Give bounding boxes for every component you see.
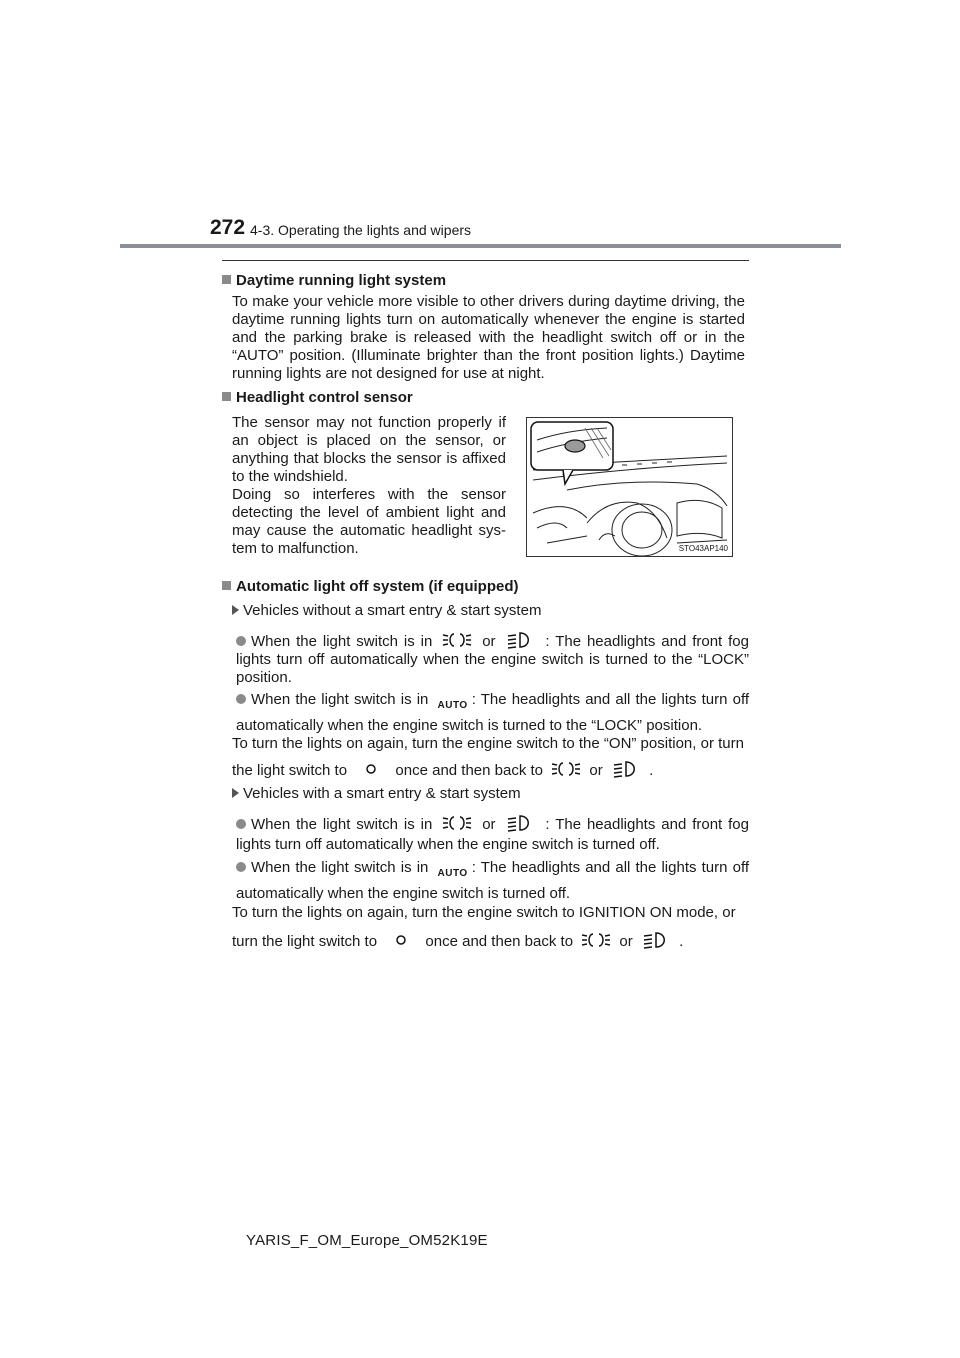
round-bullet-icon [236,819,246,829]
figure-code: STO43AP140 [678,544,728,553]
drl-title: Daytime running light system [236,272,447,289]
with-smart-bullet-1: When the light switch is in or : The headlights and front fog lights turn off automatically when the engine switch is turned off. [236,813,749,855]
auto-off-heading [222,578,519,596]
sensor-callout [531,422,613,484]
drl-body: To make your vehicle more visible to other drivers during daytime driving, the daytime running lights turn on automatically whenever the engine is started and the parking brake is released with the headlight switch off or in the “AUTO” position. (Illuminate brighter than the front position lights.) Daytime running lights are not designed for use at night. [232,293,745,382]
without-smart-bullet-1: When the light switch is in or : The headlights and front fog lights turn off automatically when the engine switch is turned to the “LOCK” position. [236,630,749,687]
sensor-body [232,414,506,558]
square-bullet-icon [222,392,231,401]
with-smart-bullet-2: When the light switch is in AUTO : The headlights and all the lights turn off automatically when the engine switch is turned off. [236,859,750,902]
tail-light-icon [442,630,472,650]
sensor-title: Headlight control sensor [236,389,413,406]
square-bullet-icon [222,581,231,590]
tail-light-icon [581,930,611,950]
auto-icon: AUTO [437,700,468,711]
headlight-icon [611,759,641,779]
off-icon [391,930,411,950]
header-rule [120,244,841,248]
without-smart-bullet-2: When the light switch is in AUTO : The headlights and all the lights turn off automatically when the engine switch is turned to the “LOCK” position. [236,691,750,734]
auto-icon: AUTO [437,868,468,879]
headlight-icon [505,813,535,833]
round-bullet-icon [236,862,246,872]
off-icon [361,759,381,779]
sensor-paragraph-1: The sensor may not function properly if an object is placed on the sensor, or anything that blocks the sensor is affixed to the windshield. [232,414,506,485]
without-smart-subtitle: Vehicles without a smart entry & start system [232,602,541,620]
without-smart-again-2: the light switch to once and then back to or . [232,759,752,780]
auto-off-title: Automatic light off system (if equipped) [236,578,519,595]
round-bullet-icon [236,694,246,704]
sensor-heading [222,389,413,407]
section-title: 4-3. Operating the lights and wipers [250,222,472,238]
section-divider [222,260,749,261]
drl-heading [222,272,446,290]
tail-light-icon [551,759,581,779]
with-smart-again-1: To turn the lights on again, turn the engine switch to IGNITION ON mode, or [232,904,736,921]
with-smart-again-2: turn the light switch to once and then back to or . [232,930,752,951]
triangle-bullet-icon [232,605,239,615]
page-number: 272 [210,216,246,239]
dashboard-illustration [527,418,732,556]
with-smart-subtitle: Vehicles with a smart entry & start system [232,785,521,803]
triangle-bullet-icon [232,788,239,798]
tail-light-icon [442,813,472,833]
headlight-icon [641,930,671,950]
round-bullet-icon [236,636,246,646]
without-smart-again-1: To turn the lights on again, turn the engine switch to the “ON” position, or turn [232,735,744,752]
sensor-figure [526,417,733,557]
footer-code: YARIS_F_OM_Europe_OM52K19E [246,1232,488,1249]
sensor-paragraph-2: Doing so interferes with the sensor detecting the level of ambient light and may cause the automatic headlight sys-tem to malfunction. [232,486,506,557]
headlight-icon [505,630,535,650]
square-bullet-icon [222,275,231,284]
